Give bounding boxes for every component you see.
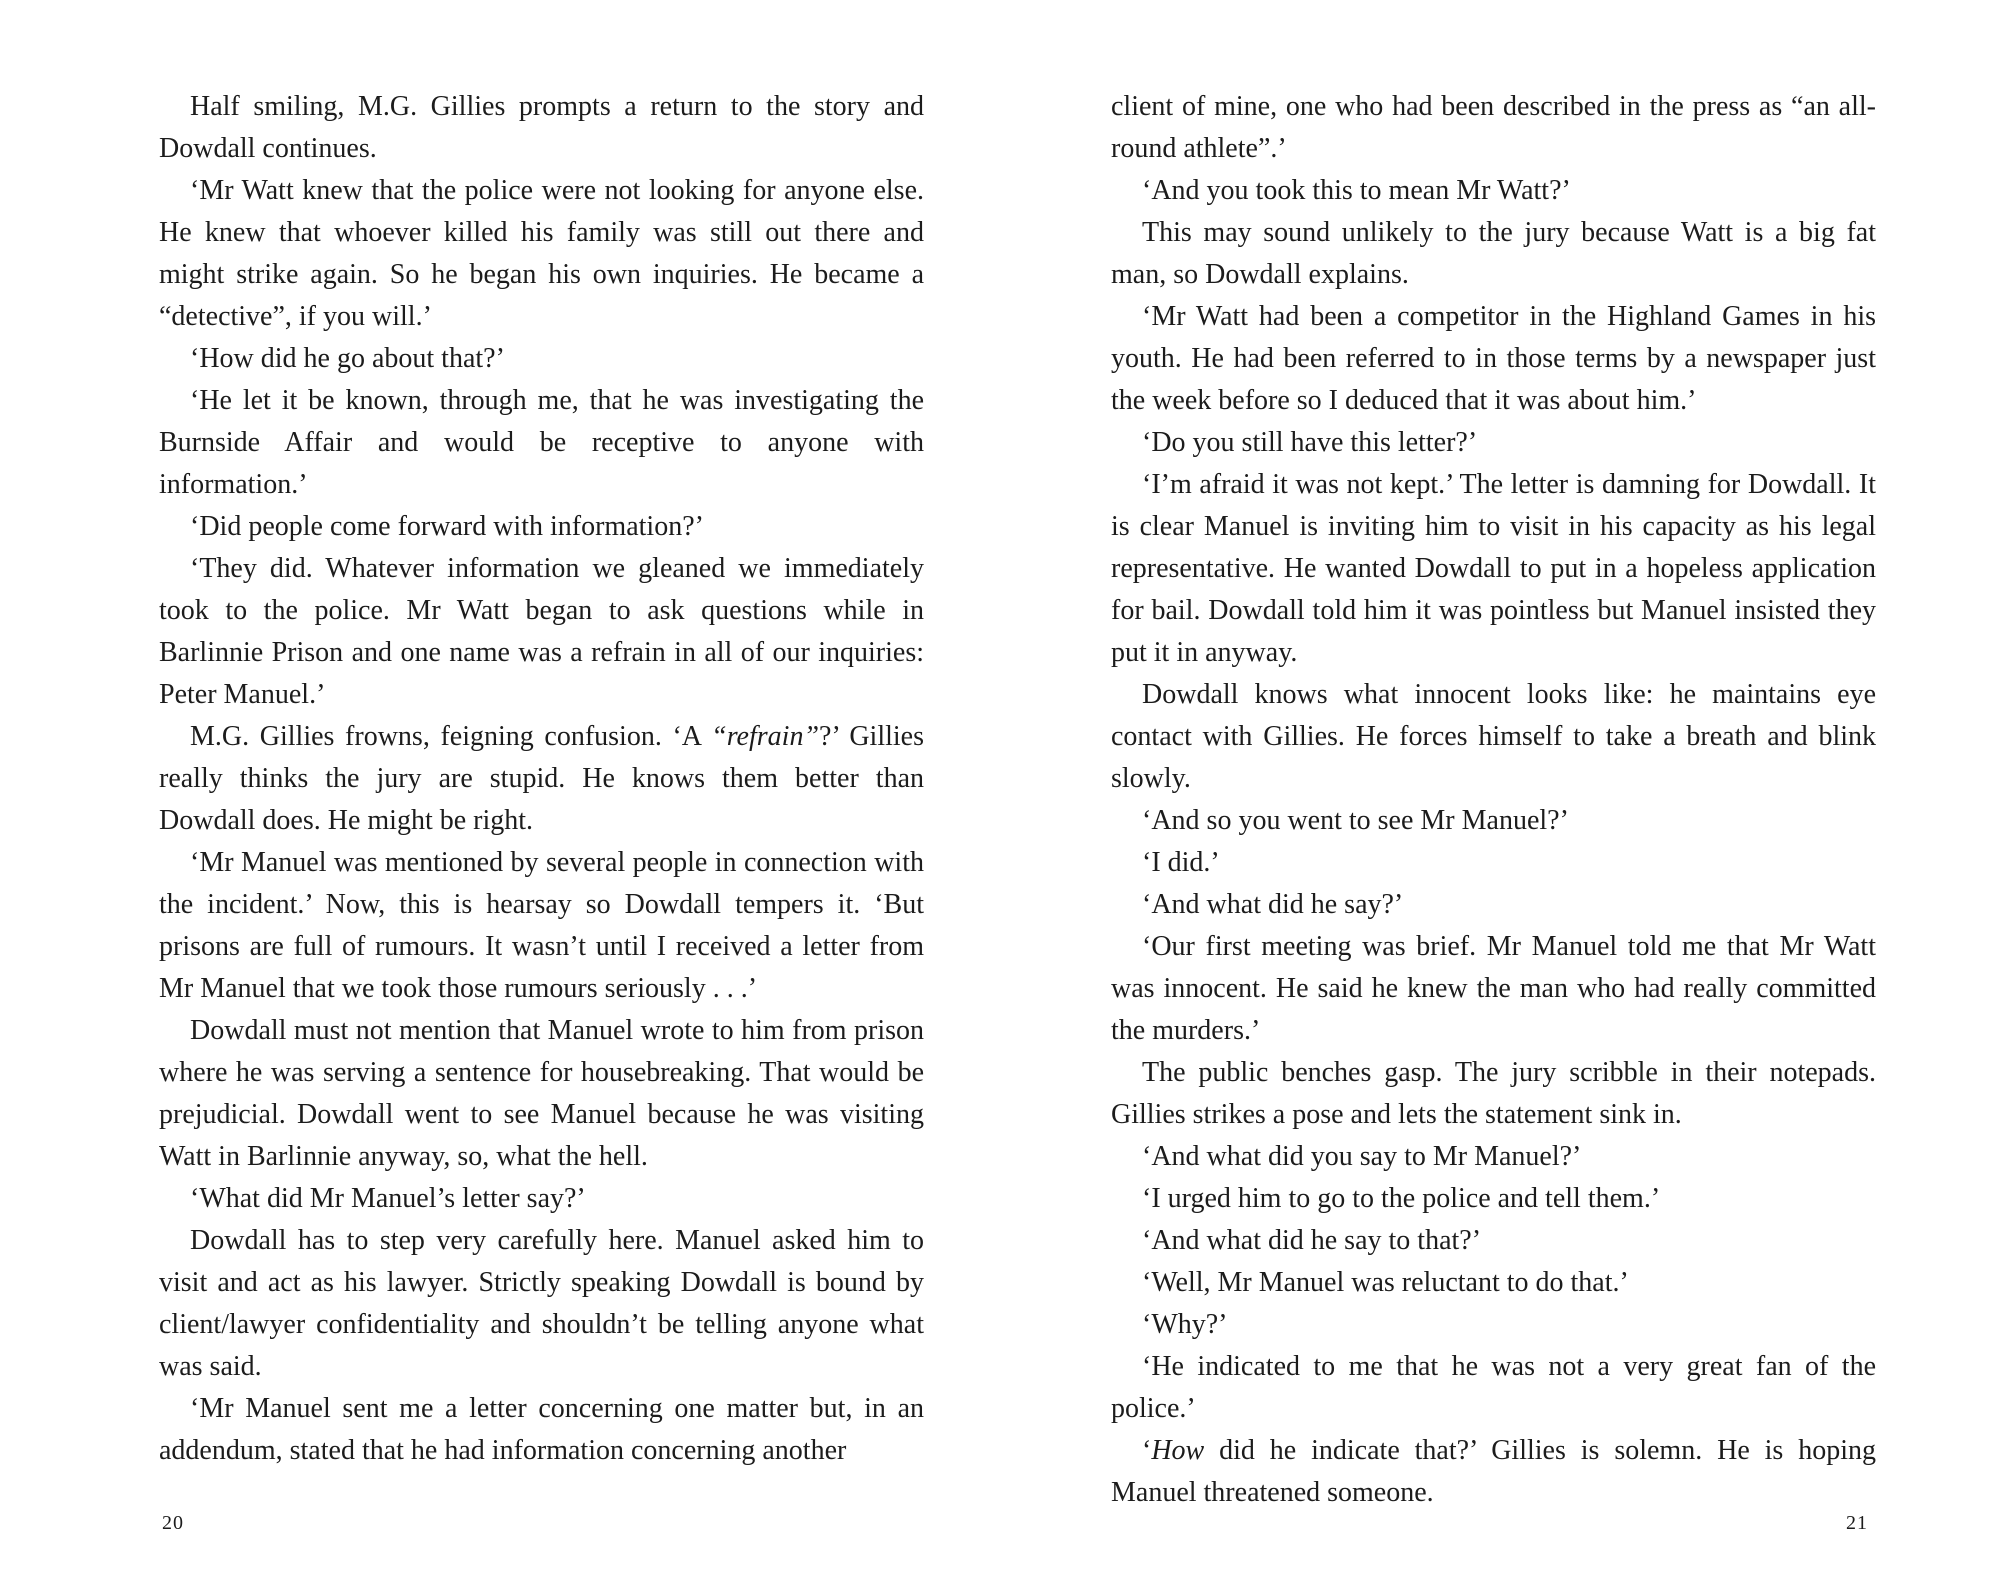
italic-text: “refrain”: [711, 721, 820, 752]
paragraph: ‘What did Mr Manuel’s letter say?’: [190, 1183, 586, 1214]
paragraph: ‘And what did you say to Mr Manuel?’: [1142, 1141, 1582, 1172]
paragraph: ‘He indicated to me that he was not a very great fan of the police.’: [1111, 1351, 1876, 1424]
paragraph: ‘Mr Watt knew that the police were not looking for anyone else. He knew that whoever killed his family was still out there and might strike again. So he began his own inquiries. He became a “detective”, if you will.’: [159, 175, 924, 332]
paragraph: ‘Mr Manuel was mentioned by several people in connection with the incident.’ Now, this is hearsay so Dowdall tempers it. ‘But prisons are full of rumours. It wasn’t until I received a letter from Mr Manuel that we took those rumours seriously . . .’: [159, 847, 924, 1004]
paragraph: Half smiling, M.G. Gillies prompts a return to the story and Dowdall continues.: [159, 91, 924, 164]
italic-text: How: [1151, 1435, 1205, 1466]
paragraph: Dowdall must not mention that Manuel wrote to him from prison where he was serving a sentence for housebreaking. That would be prejudicial. Dowdall went to see Manuel because he was visiting Watt in Barlinnie anyway, so, what the hell.: [159, 1015, 924, 1172]
paragraph: ‘They did. Whatever information we gleaned we immediately took to the police. Mr Watt began to ask questions while in Barlinnie Prison and one name was a refrain in all of our inquiries: Peter Manuel.’: [159, 553, 924, 710]
right-text-column: [1111, 86, 1876, 1514]
paragraph: [159, 716, 924, 842]
text-run: did he indicate that?’ Gillies is solemn. He is hoping Manuel threatened someone.: [1111, 1435, 1876, 1508]
paragraph: ‘And you took this to mean Mr Watt?’: [1142, 175, 1571, 206]
paragraph: ‘Mr Watt had been a competitor in the Highland Games in his youth. He had been referred to in those terms by a newspaper just the week before so I deduced that it was about him.’: [1111, 301, 1876, 416]
paragraph: ‘He let it be known, through me, that he was investigating the Burnside Affair and would be receptive to anyone with information.’: [159, 385, 924, 500]
paragraph: ‘I’m afraid it was not kept.’ The letter is damning for Dowdall. It is clear Manuel is inviting him to visit in his capacity as his legal representative. He wanted Dowdall to put in a hopeless application for bail. Dowdall told him it was pointless but Manuel insisted they put it in anyway.: [1111, 469, 1876, 668]
text-run: ?’ Gillies really thinks the jury are stupid. He knows them better than Dowdall does. He might be right.: [159, 721, 924, 836]
paragraph: ‘Do you still have this letter?’: [1142, 427, 1478, 458]
paragraph: ‘How did he go about that?’: [190, 343, 505, 374]
paragraph: ‘And what did he say to that?’: [1142, 1225, 1482, 1256]
paragraph: ‘And what did he say?’: [1142, 889, 1404, 920]
text-run: M.G. Gillies frowns, feigning confusion. ‘A: [190, 721, 712, 752]
paragraph: [1111, 1430, 1876, 1514]
paragraph: ‘I urged him to go to the police and tell them.’: [1142, 1183, 1661, 1214]
text-run: ‘: [1142, 1435, 1152, 1466]
paragraph: ‘Our first meeting was brief. Mr Manuel told me that Mr Watt was innocent. He said he knew the man who had really committed the murders.’: [1111, 931, 1876, 1046]
left-text-column: [159, 86, 924, 1472]
paragraph: The public benches gasp. The jury scribble in their notepads. Gillies strikes a pose and lets the statement sink in.: [1111, 1057, 1876, 1130]
paragraph: ‘Well, Mr Manuel was reluctant to do that.’: [1142, 1267, 1629, 1298]
paragraph: ‘Mr Manuel sent me a letter concerning one matter but, in an addendum, stated that he had information concerning another: [159, 1393, 924, 1466]
paragraph: ‘Why?’: [1142, 1309, 1228, 1340]
page-number: 21: [1846, 1512, 1868, 1534]
page-number: 20: [162, 1512, 184, 1534]
paragraph: ‘I did.’: [1142, 847, 1220, 878]
paragraph: This may sound unlikely to the jury because Watt is a big fat man, so Dowdall explains.: [1111, 217, 1876, 290]
paragraph: ‘Did people come forward with information?’: [190, 511, 704, 542]
paragraph: ‘And so you went to see Mr Manuel?’: [1142, 805, 1569, 836]
paragraph: Dowdall knows what innocent looks like: he maintains eye contact with Gillies. He forces himself to take a breath and blink slowly.: [1111, 679, 1876, 794]
paragraph-continued: client of mine, one who had been described in the press as “an all-round athlete”.’: [1111, 91, 1876, 164]
paragraph: Dowdall has to step very carefully here. Manuel asked him to visit and act as his lawyer. Strictly speaking Dowdall is bound by client/lawyer confidentiality and shouldn’t be telling anyone what was said.: [159, 1225, 924, 1382]
